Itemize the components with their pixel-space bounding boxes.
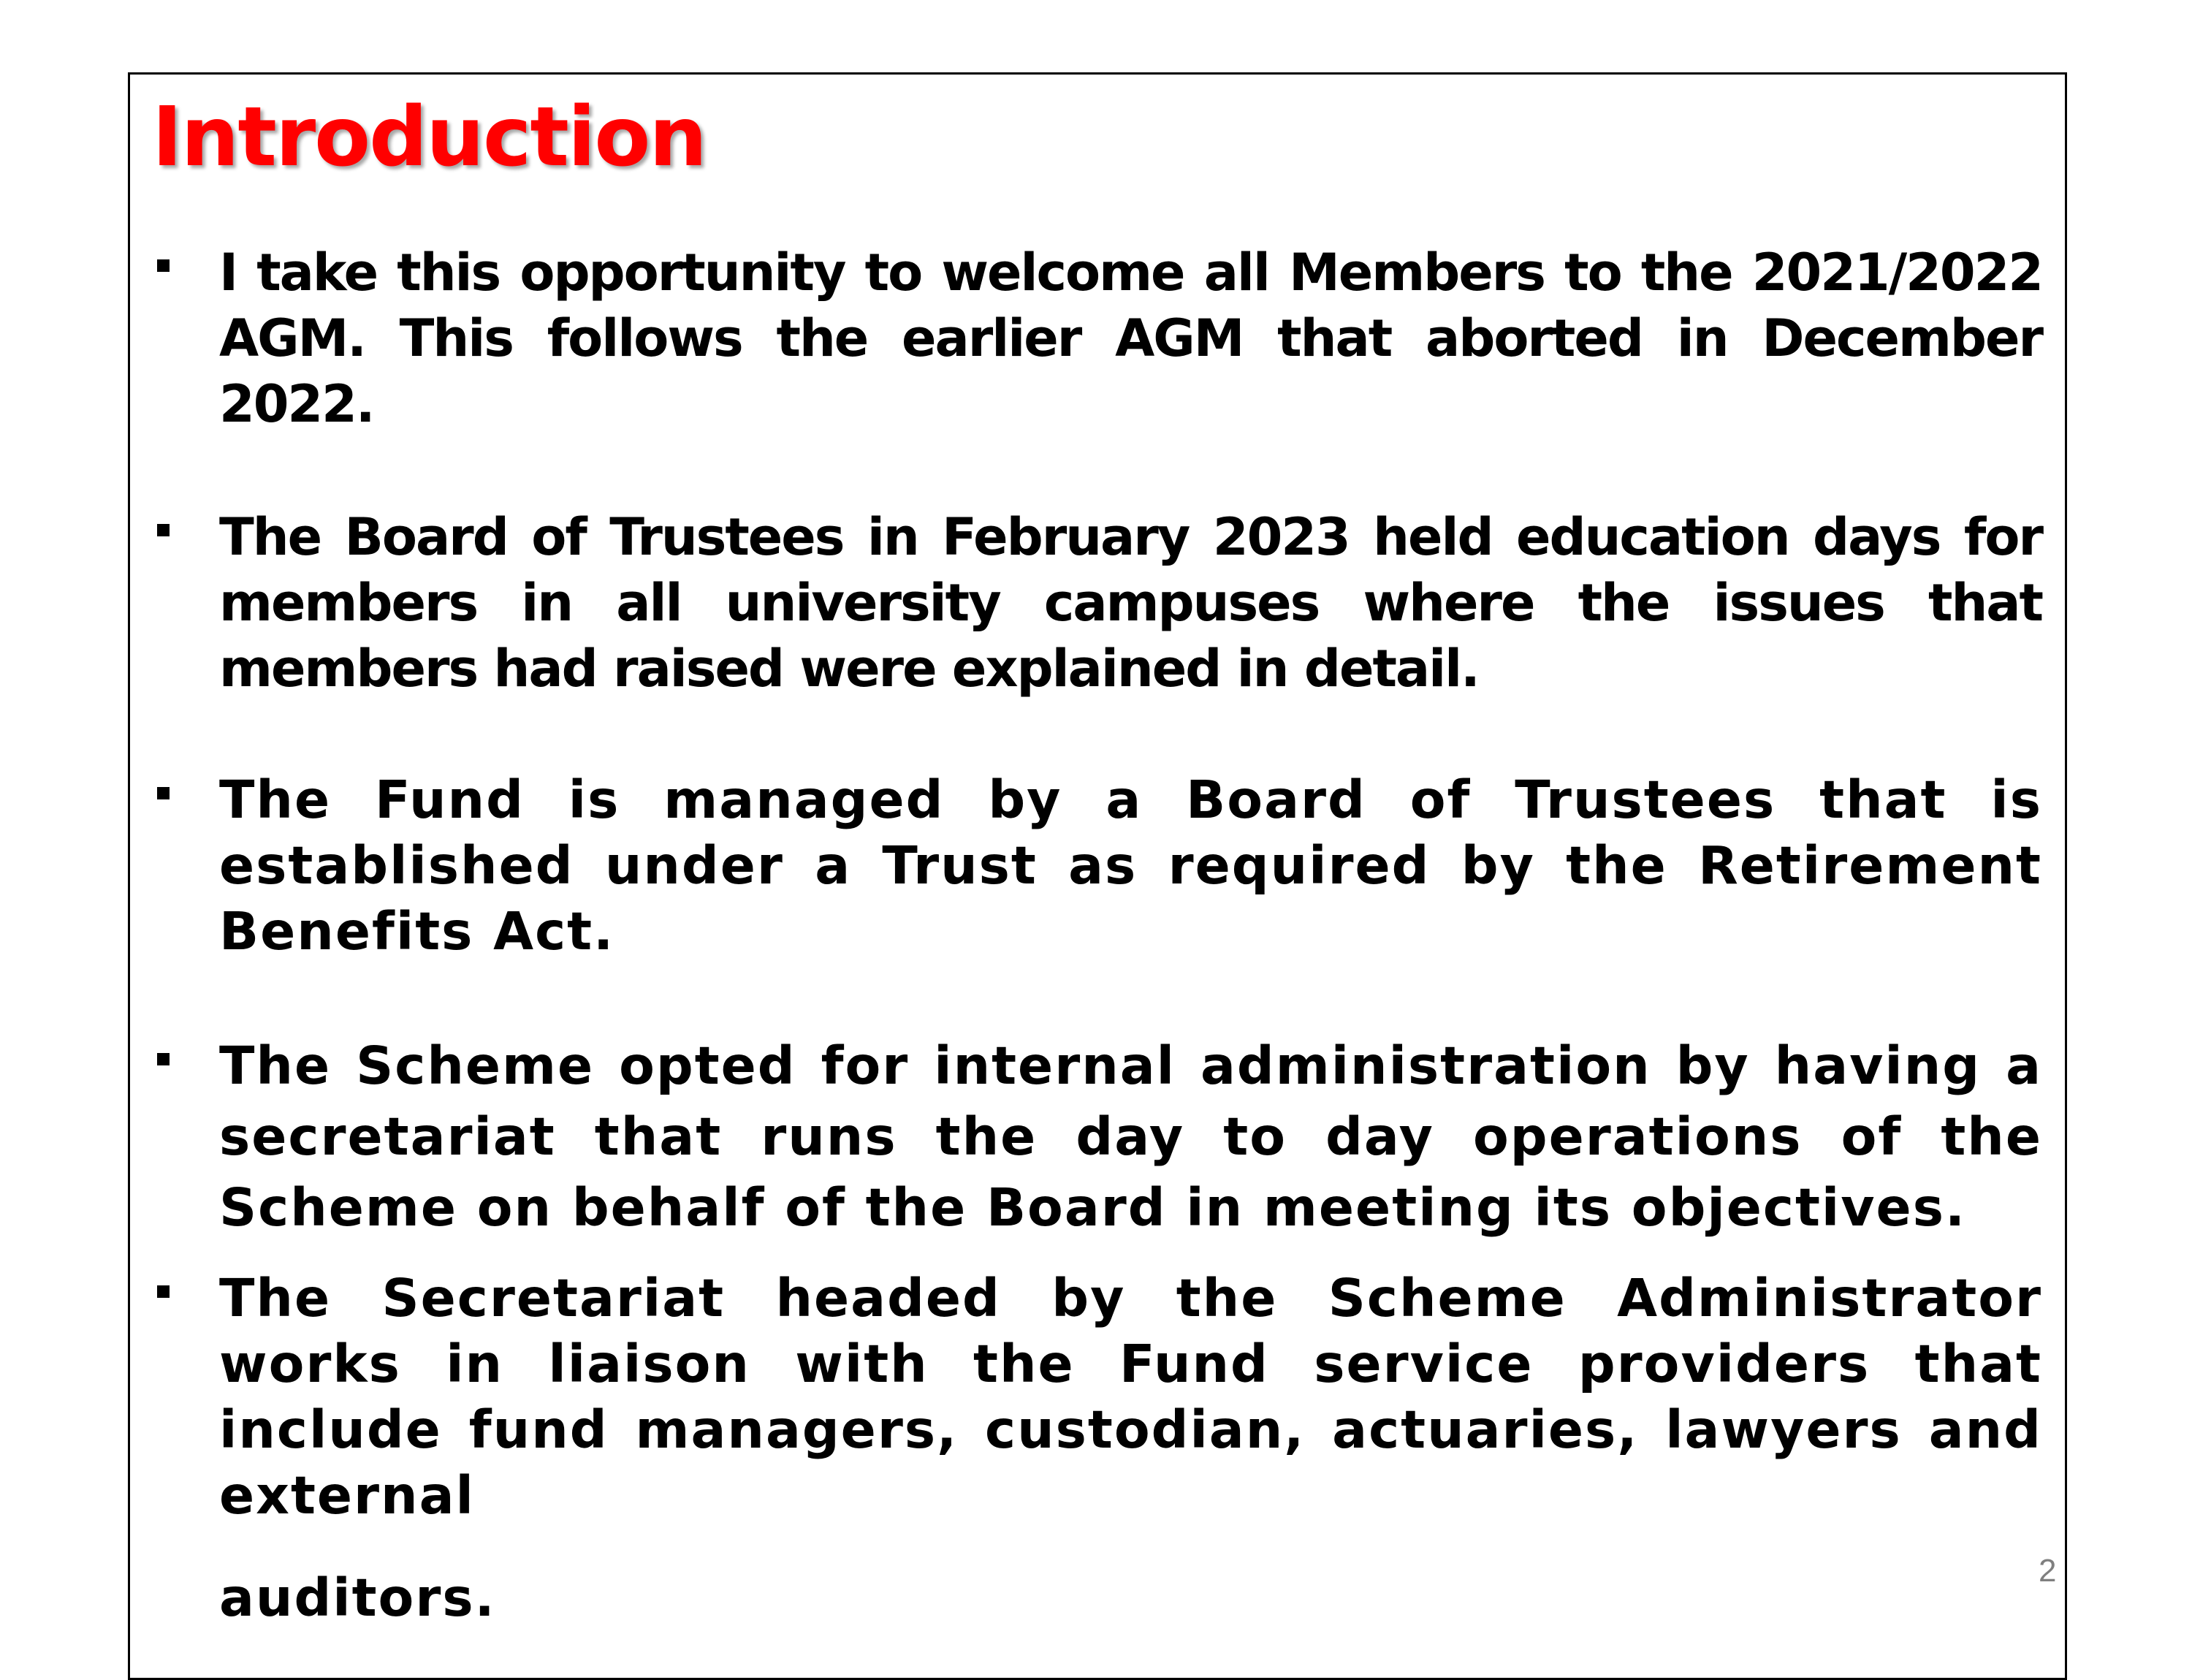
page-number: 2 [2039, 1553, 2057, 1589]
square-bullet-icon [157, 259, 170, 272]
square-bullet-icon [157, 1285, 170, 1298]
bullet-text-block [219, 1266, 2042, 1631]
bullet-text: I take this opportunity to welcome all Members to the 2021/2022 AGM. This follows the earlier AGM that aborted in December 2022. [219, 243, 2042, 434]
bullet-text: The Board of Trustees in February 2023 held education days for members in all university campuses where the issues that members had raised were explained in detail. [219, 507, 2042, 699]
square-bullet-icon [157, 524, 170, 536]
bullet-text: The Fund is managed by a Board of Trustees that is established under a Trust as required by the Retirement Benefits Act. [219, 769, 2042, 962]
square-bullet-icon [157, 787, 170, 799]
square-bullet-icon [157, 1053, 170, 1065]
bullet-text-last-line: auditors. [219, 1567, 496, 1628]
bullet-text: The Secretariat headed by the Scheme Administrator works in liaison with the Fund service providers that include fund managers, custodian, actuaries, lawyers and external [219, 1268, 2042, 1526]
slide-title: Introduction [152, 90, 707, 185]
bullet-text: The Scheme opted for internal administration by having a secretariat that runs the day to day operations of the Scheme on behalf of the Board in meeting its objectives. [219, 1035, 2042, 1238]
